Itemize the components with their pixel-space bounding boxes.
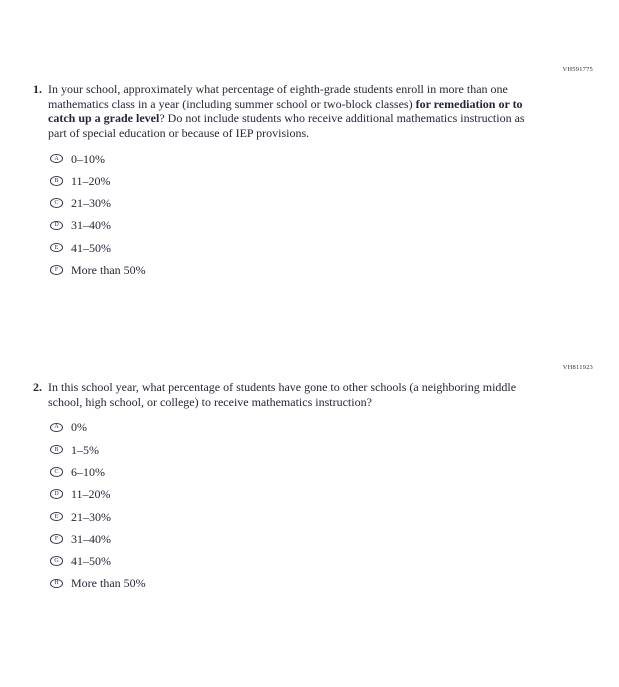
question-text bbox=[48, 82, 540, 140]
answer-options bbox=[0, 416, 619, 594]
question-number: 1. bbox=[33, 82, 42, 96]
question-text-segment: In your school, approximately what percentage of eighth-grade students enroll in more than one mathematics class in a year (including summer school or two-block classes) bbox=[48, 82, 508, 111]
answer-option[interactable] bbox=[50, 438, 619, 460]
answer-option[interactable] bbox=[50, 192, 619, 214]
answer-option-label: 0% bbox=[71, 420, 87, 435]
answer-bubble-b-icon[interactable]: B bbox=[50, 445, 63, 455]
answer-option[interactable] bbox=[50, 505, 619, 527]
answer-option[interactable] bbox=[50, 550, 619, 572]
answer-option-label: 21–30% bbox=[71, 196, 111, 211]
answer-option[interactable] bbox=[50, 572, 619, 594]
question-block-2 bbox=[0, 364, 619, 595]
answer-option-label: 6–10% bbox=[71, 464, 105, 479]
answer-option-label: 11–20% bbox=[71, 487, 111, 502]
question-text-bold-segment: for remediation or to catch up a grade level bbox=[48, 96, 523, 126]
answer-option-label: More than 50% bbox=[71, 263, 146, 277]
answer-options bbox=[0, 147, 619, 281]
answer-bubble-g-icon[interactable]: G bbox=[50, 556, 63, 566]
answer-bubble-h-icon[interactable]: H bbox=[50, 579, 63, 589]
question-text-segment: ? Do not include students who receive additional mathematics instruction as part of special education or because of IEP provisions. bbox=[48, 111, 525, 140]
answer-bubble-b-icon[interactable]: B bbox=[50, 176, 63, 186]
question-text bbox=[48, 380, 540, 409]
answer-bubble-d-icon[interactable]: D bbox=[50, 489, 63, 499]
answer-option[interactable] bbox=[50, 237, 619, 259]
answer-option-label: 21–30% bbox=[71, 509, 111, 524]
answer-bubble-f-icon[interactable]: F bbox=[50, 265, 63, 275]
answer-option-label: 11–20% bbox=[71, 173, 111, 188]
answer-bubble-e-icon[interactable]: E bbox=[50, 512, 63, 522]
question-code: VH811923 bbox=[562, 364, 593, 371]
answer-option[interactable] bbox=[50, 170, 619, 192]
answer-option-label: 1–5% bbox=[71, 442, 99, 457]
answer-bubble-d-icon[interactable]: D bbox=[50, 221, 63, 231]
answer-option-label: 41–50% bbox=[71, 240, 111, 255]
answer-option-label: 41–50% bbox=[71, 554, 111, 569]
question-text-segment: In this school year, what percentage of students have gone to other schools (a neighboring middle school, high school, or college) to receive mathematics instruction? bbox=[48, 380, 517, 409]
answer-option[interactable] bbox=[50, 461, 619, 483]
answer-option[interactable] bbox=[50, 416, 619, 438]
answer-bubble-a-icon[interactable]: A bbox=[50, 154, 63, 164]
answer-option-label: 31–40% bbox=[71, 531, 111, 546]
answer-bubble-e-icon[interactable]: E bbox=[50, 243, 63, 253]
answer-option[interactable] bbox=[50, 483, 619, 505]
answer-option-label: 31–40% bbox=[71, 218, 111, 233]
question-row bbox=[0, 380, 619, 409]
question-number: 2. bbox=[33, 380, 42, 394]
answer-option[interactable] bbox=[50, 528, 619, 550]
answer-bubble-f-icon[interactable]: F bbox=[50, 534, 63, 544]
answer-option[interactable] bbox=[50, 259, 619, 281]
answer-option[interactable] bbox=[50, 214, 619, 236]
answer-option-label: 0–10% bbox=[71, 151, 105, 166]
answer-option[interactable] bbox=[50, 147, 619, 169]
question-block-1 bbox=[0, 66, 619, 281]
answer-option-label: More than 50% bbox=[71, 576, 146, 591]
answer-bubble-c-icon[interactable]: C bbox=[50, 198, 63, 208]
answer-bubble-c-icon[interactable]: C bbox=[50, 467, 63, 477]
question-row bbox=[0, 82, 619, 140]
question-code: VH591775 bbox=[562, 66, 593, 73]
answer-bubble-a-icon[interactable]: A bbox=[50, 423, 63, 433]
